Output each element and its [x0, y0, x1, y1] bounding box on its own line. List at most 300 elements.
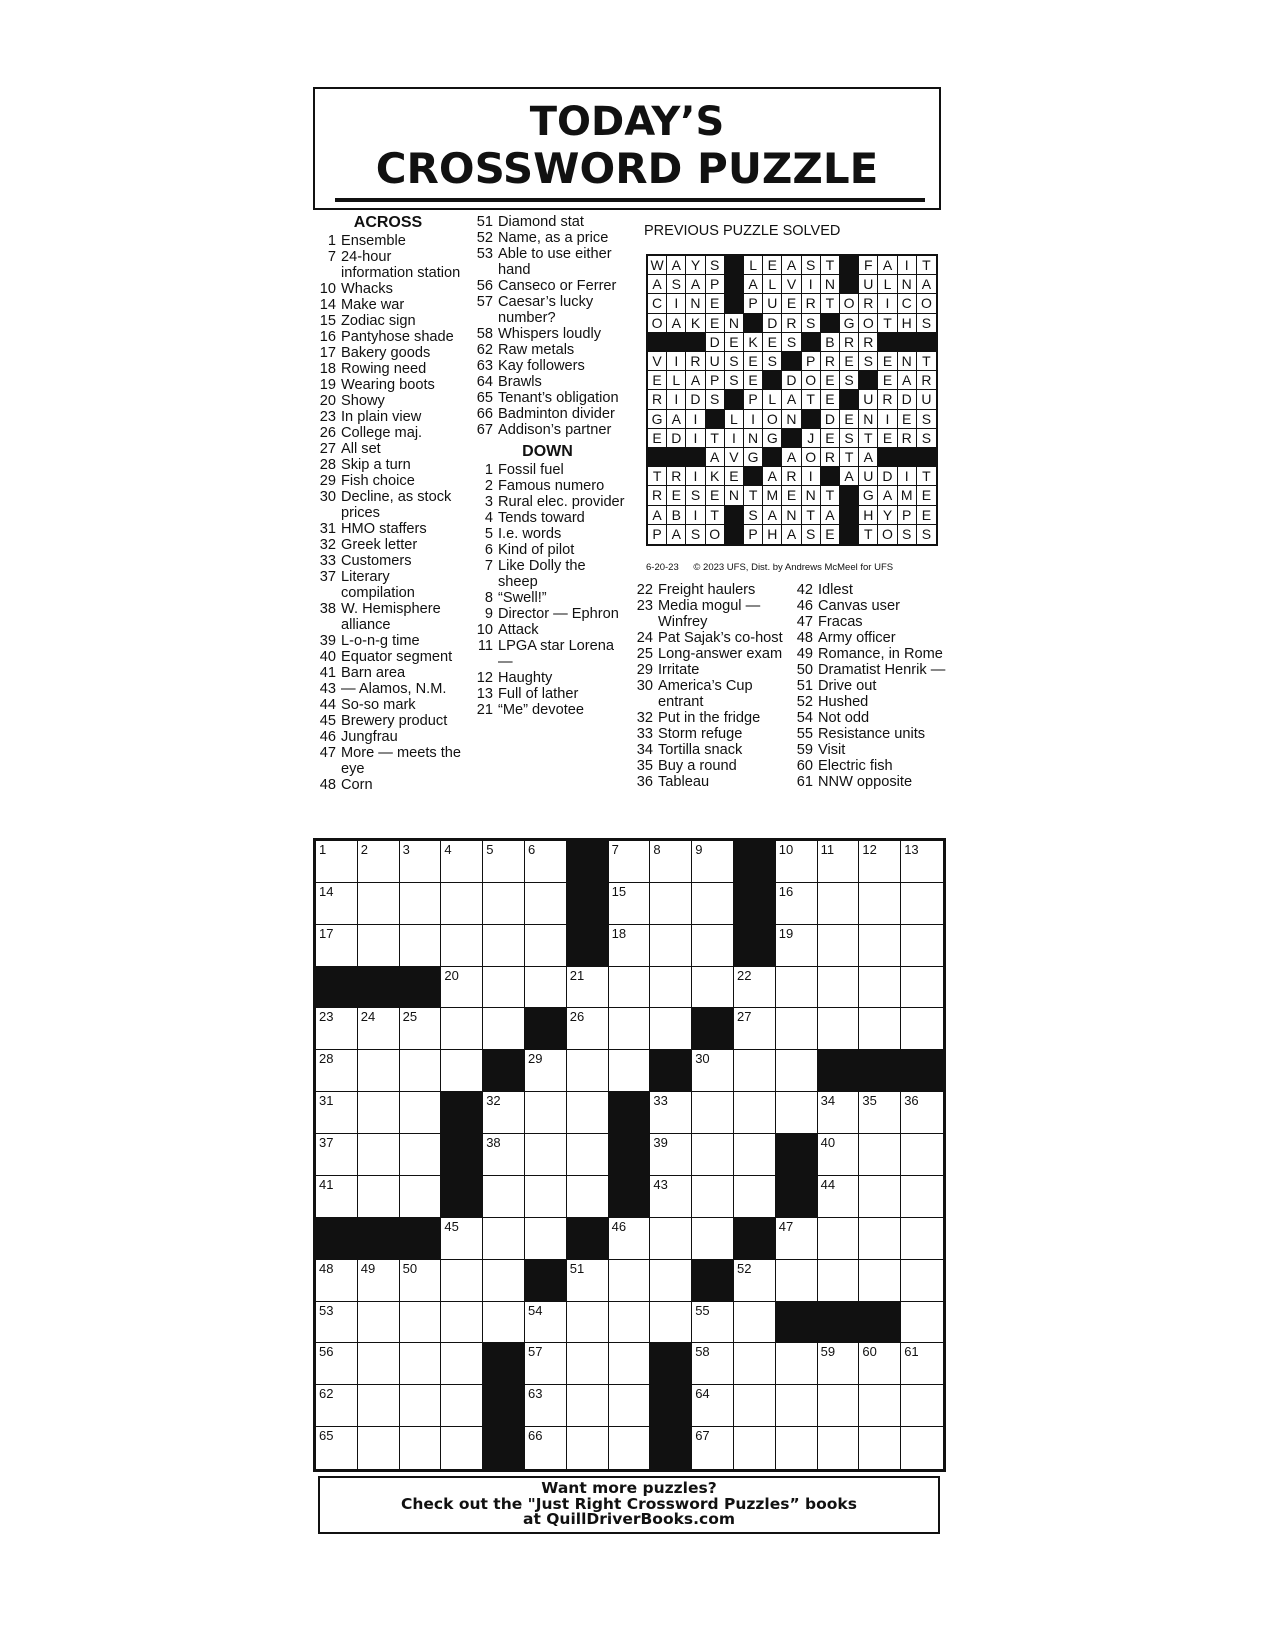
answer-cell[interactable]: [316, 1176, 358, 1218]
answer-cell[interactable]: [650, 1176, 692, 1218]
answer-cell[interactable]: [734, 1302, 776, 1344]
answer-cell[interactable]: [483, 1008, 525, 1050]
answer-cell[interactable]: [441, 1008, 483, 1050]
answer-cell[interactable]: [400, 1260, 442, 1302]
answer-cell[interactable]: [859, 1176, 901, 1218]
answer-cell[interactable]: [901, 1218, 943, 1260]
answer-cell[interactable]: [567, 1134, 609, 1176]
prev-black-square: [840, 525, 859, 544]
clue-number: 35: [636, 758, 653, 774]
prev-letter-cell: A: [686, 371, 705, 390]
prev-letter-cell: T: [840, 448, 859, 467]
answer-cell[interactable]: [650, 1134, 692, 1176]
clue-number: 17: [319, 345, 336, 361]
answer-cell[interactable]: [776, 1050, 818, 1092]
answer-cell[interactable]: [358, 1134, 400, 1176]
prev-black-square: [840, 506, 859, 525]
answer-cell[interactable]: [859, 1385, 901, 1427]
answer-cell[interactable]: [483, 1218, 525, 1260]
clue-text: Attack: [498, 622, 539, 638]
black-square: [734, 1218, 776, 1260]
answer-cell[interactable]: [734, 1176, 776, 1218]
answer-cell[interactable]: [567, 1008, 609, 1050]
clue-text: Idlest: [818, 582, 853, 598]
prev-letter-cell: A: [763, 506, 782, 525]
prev-letter-cell: U: [859, 467, 878, 486]
answer-cell[interactable]: [734, 1092, 776, 1134]
answer-cell[interactable]: [818, 1385, 860, 1427]
prev-letter-cell: U: [917, 390, 936, 409]
answer-cell[interactable]: [525, 841, 567, 883]
answer-cell[interactable]: [483, 1134, 525, 1176]
answer-cell[interactable]: [400, 841, 442, 883]
prev-letter-cell: E: [821, 390, 840, 409]
answer-cell[interactable]: [525, 1385, 567, 1427]
answer-cell[interactable]: [609, 1008, 651, 1050]
answer-cell[interactable]: [692, 1218, 734, 1260]
answer-cell[interactable]: [901, 1260, 943, 1302]
answer-cell[interactable]: [483, 841, 525, 883]
answer-cell[interactable]: [859, 1134, 901, 1176]
answer-cell[interactable]: [609, 1218, 651, 1260]
answer-cell[interactable]: [734, 1008, 776, 1050]
cell-number: 46: [611, 1218, 627, 1234]
answer-cell[interactable]: [692, 1176, 734, 1218]
answer-cell[interactable]: [316, 1008, 358, 1050]
answer-cell[interactable]: [441, 1218, 483, 1260]
prev-letter-cell: O: [763, 410, 782, 429]
answer-cell[interactable]: [734, 1343, 776, 1385]
answer-cell[interactable]: [316, 925, 358, 967]
answer-cell[interactable]: [734, 1134, 776, 1176]
answer-cell[interactable]: [818, 1260, 860, 1302]
answer-cell[interactable]: [609, 1385, 651, 1427]
cell-number: 52: [736, 1260, 752, 1276]
answer-cell[interactable]: [316, 1343, 358, 1385]
prev-letter-cell: F: [859, 256, 878, 275]
answer-cell[interactable]: [483, 883, 525, 925]
answer-cell[interactable]: [400, 883, 442, 925]
answer-cell[interactable]: [901, 1092, 943, 1134]
answer-cell[interactable]: [567, 1260, 609, 1302]
answer-cell[interactable]: [901, 1427, 943, 1469]
answer-cell[interactable]: [901, 883, 943, 925]
answer-cell[interactable]: [316, 1302, 358, 1344]
answer-cell[interactable]: [776, 1260, 818, 1302]
answer-cell[interactable]: [650, 1008, 692, 1050]
answer-cell[interactable]: [441, 1343, 483, 1385]
answer-cell[interactable]: [567, 1050, 609, 1092]
clue-text: Famous numero: [498, 478, 605, 494]
answer-cell[interactable]: [525, 925, 567, 967]
answer-cell[interactable]: [525, 1427, 567, 1469]
black-square: [567, 1218, 609, 1260]
clue-item: [470, 542, 625, 558]
prev-letter-cell: R: [821, 448, 840, 467]
answer-cell[interactable]: [525, 1343, 567, 1385]
prev-letter-cell: L: [725, 410, 744, 429]
clue-number: 62: [476, 342, 493, 358]
answer-cell[interactable]: [734, 1427, 776, 1469]
answer-cell[interactable]: [650, 1092, 692, 1134]
answer-cell[interactable]: [609, 1427, 651, 1469]
clue-text: I.e. words: [498, 526, 562, 542]
answer-cell[interactable]: [525, 967, 567, 1009]
clue-text: Showy: [341, 393, 385, 409]
answer-cell[interactable]: [400, 1092, 442, 1134]
clue-text: Long-answer exam: [658, 646, 783, 662]
answer-cell[interactable]: [776, 883, 818, 925]
answer-cell[interactable]: [609, 883, 651, 925]
clue-number: 20: [319, 393, 336, 409]
clue-number: 47: [319, 745, 336, 761]
clue-number: 19: [319, 377, 336, 393]
prev-black-square: [898, 333, 917, 352]
clue-column-3: [630, 582, 785, 790]
answer-cell[interactable]: [316, 1092, 358, 1134]
prev-letter-cell: N: [725, 486, 744, 505]
prev-letter-cell: N: [802, 486, 821, 505]
prev-letter-cell: S: [840, 429, 859, 448]
answer-cell[interactable]: [316, 883, 358, 925]
prev-letter-cell: E: [706, 294, 725, 313]
answer-cell[interactable]: [483, 1260, 525, 1302]
prev-letter-cell: L: [763, 275, 782, 294]
answer-cell[interactable]: [692, 1343, 734, 1385]
answer-cell[interactable]: [901, 925, 943, 967]
answer-cell[interactable]: [692, 1302, 734, 1344]
answer-cell[interactable]: [441, 1302, 483, 1344]
prev-letter-cell: I: [686, 410, 705, 429]
title-box: [313, 87, 941, 210]
answer-cell[interactable]: [441, 1385, 483, 1427]
answer-cell[interactable]: [358, 1260, 400, 1302]
prev-letter-cell: C: [898, 294, 917, 313]
answer-cell[interactable]: [567, 1427, 609, 1469]
answer-cell[interactable]: [358, 1176, 400, 1218]
answer-cell[interactable]: [358, 1050, 400, 1092]
answer-cell[interactable]: [692, 967, 734, 1009]
cell-number: 34: [820, 1093, 836, 1109]
answer-cell[interactable]: [400, 1343, 442, 1385]
answer-cell[interactable]: [441, 841, 483, 883]
answer-cell[interactable]: [859, 1008, 901, 1050]
answer-cell[interactable]: [400, 1050, 442, 1092]
prev-letter-cell: A: [782, 390, 801, 409]
answer-cell[interactable]: [358, 925, 400, 967]
answer-cell[interactable]: [859, 967, 901, 1009]
prev-black-square: [686, 333, 705, 352]
answer-cell[interactable]: [358, 1343, 400, 1385]
answer-cell[interactable]: [901, 841, 943, 883]
clue-item: [630, 598, 785, 630]
answer-cell[interactable]: [776, 1008, 818, 1050]
answer-cell[interactable]: [400, 1385, 442, 1427]
answer-cell[interactable]: [859, 1218, 901, 1260]
answer-cell[interactable]: [776, 1343, 818, 1385]
prev-letter-cell: A: [763, 467, 782, 486]
cell-number: 4: [444, 842, 452, 857]
answer-cell[interactable]: [525, 1134, 567, 1176]
answer-cell[interactable]: [859, 1092, 901, 1134]
prev-letter-cell: T: [821, 294, 840, 313]
answer-cell[interactable]: [609, 925, 651, 967]
clue-text: Diamond stat: [498, 214, 584, 230]
prev-letter-cell: N: [898, 352, 917, 371]
answer-cell[interactable]: [441, 1427, 483, 1469]
answer-cell[interactable]: [818, 925, 860, 967]
answer-cell[interactable]: [609, 1343, 651, 1385]
answer-cell[interactable]: [441, 1260, 483, 1302]
black-square: [776, 1134, 818, 1176]
answer-cell[interactable]: [692, 1092, 734, 1134]
answer-cell[interactable]: [483, 1176, 525, 1218]
clue-item: [790, 630, 950, 646]
answer-cell[interactable]: [316, 1427, 358, 1469]
answer-cell[interactable]: [567, 967, 609, 1009]
prev-letter-cell: P: [898, 506, 917, 525]
answer-cell[interactable]: [400, 925, 442, 967]
answer-cell[interactable]: [567, 1343, 609, 1385]
prev-letter-cell: T: [802, 506, 821, 525]
answer-cell[interactable]: [441, 1050, 483, 1092]
answer-cell[interactable]: [358, 1008, 400, 1050]
answer-cell[interactable]: [734, 1050, 776, 1092]
black-square: [818, 1302, 860, 1344]
answer-cell[interactable]: [859, 1260, 901, 1302]
answer-cell[interactable]: [483, 925, 525, 967]
answer-cell[interactable]: [776, 925, 818, 967]
answer-cell[interactable]: [358, 1092, 400, 1134]
prev-letter-cell: P: [744, 390, 763, 409]
answer-cell[interactable]: [650, 841, 692, 883]
answer-cell[interactable]: [818, 1008, 860, 1050]
answer-cell[interactable]: [609, 1302, 651, 1344]
answer-cell[interactable]: [525, 883, 567, 925]
answer-cell[interactable]: [901, 1176, 943, 1218]
answer-cell[interactable]: [567, 1176, 609, 1218]
answer-cell[interactable]: [901, 1385, 943, 1427]
answer-cell[interactable]: [859, 925, 901, 967]
answer-cell[interactable]: [650, 967, 692, 1009]
answer-cell[interactable]: [358, 1385, 400, 1427]
answer-cell[interactable]: [358, 1427, 400, 1469]
answer-cell[interactable]: [692, 883, 734, 925]
answer-cell[interactable]: [567, 1302, 609, 1344]
answer-cell[interactable]: [567, 1092, 609, 1134]
answer-cell[interactable]: [609, 1260, 651, 1302]
answer-cell[interactable]: [650, 883, 692, 925]
answer-cell[interactable]: [525, 1092, 567, 1134]
prev-letter-cell: T: [859, 429, 878, 448]
prev-letter-cell: L: [763, 390, 782, 409]
prev-letter-cell: I: [802, 275, 821, 294]
cell-number: 32: [486, 1093, 501, 1109]
answer-cell[interactable]: [776, 1427, 818, 1469]
puzzle-date: 6-20-23: [646, 562, 679, 573]
answer-cell[interactable]: [650, 1260, 692, 1302]
clue-number: 33: [636, 726, 653, 742]
answer-cell[interactable]: [734, 1385, 776, 1427]
answer-cell[interactable]: [358, 883, 400, 925]
prev-letter-cell: N: [782, 410, 801, 429]
answer-cell[interactable]: [859, 1343, 901, 1385]
clue-text: Storm refuge: [658, 726, 743, 742]
answer-cell[interactable]: [901, 1134, 943, 1176]
prev-letter-cell: S: [917, 314, 936, 333]
clue-number: 52: [476, 230, 493, 246]
answer-cell[interactable]: [692, 1427, 734, 1469]
answer-cell[interactable]: [818, 967, 860, 1009]
clue-text: In plain view: [341, 409, 422, 425]
answer-cell[interactable]: [650, 925, 692, 967]
answer-cell[interactable]: [609, 1050, 651, 1092]
answer-cell[interactable]: [441, 967, 483, 1009]
clue-number: 46: [796, 598, 813, 614]
answer-cell[interactable]: [400, 1427, 442, 1469]
prev-letter-cell: G: [744, 448, 763, 467]
clue-number: 5: [484, 526, 493, 542]
prev-letter-cell: S: [763, 352, 782, 371]
clue-number: 23: [636, 598, 653, 614]
answer-cell[interactable]: [400, 1008, 442, 1050]
clue-number: 54: [796, 710, 813, 726]
black-square: [650, 1050, 692, 1092]
black-square: [859, 1050, 901, 1092]
prev-letter-cell: A: [917, 275, 936, 294]
answer-cell[interactable]: [901, 1008, 943, 1050]
answer-cell[interactable]: [400, 1302, 442, 1344]
answer-cell[interactable]: [358, 841, 400, 883]
clue-text: Barn area: [341, 665, 406, 681]
answer-cell[interactable]: [692, 1050, 734, 1092]
answer-cell[interactable]: [818, 1092, 860, 1134]
answer-cell[interactable]: [776, 967, 818, 1009]
answer-cell[interactable]: [692, 1134, 734, 1176]
clue-number: 66: [476, 406, 493, 422]
down-clue-list: [470, 462, 625, 718]
answer-cell[interactable]: [441, 925, 483, 967]
clue-number: 32: [319, 537, 336, 553]
answer-cell[interactable]: [692, 925, 734, 967]
answer-cell[interactable]: [818, 841, 860, 883]
answer-cell[interactable]: [859, 883, 901, 925]
answer-cell[interactable]: [818, 1343, 860, 1385]
answer-cell[interactable]: [609, 967, 651, 1009]
black-square: [650, 1343, 692, 1385]
answer-cell[interactable]: [776, 1385, 818, 1427]
prev-letter-cell: R: [840, 333, 859, 352]
prev-letter-cell: T: [917, 467, 936, 486]
answer-cell[interactable]: [609, 841, 651, 883]
answer-cell[interactable]: [567, 1385, 609, 1427]
prev-letter-cell: D: [898, 390, 917, 409]
answer-cell[interactable]: [316, 841, 358, 883]
clue-item: [470, 294, 625, 326]
cell-number: 10: [778, 842, 794, 857]
answer-cell[interactable]: [692, 841, 734, 883]
answer-cell[interactable]: [818, 883, 860, 925]
answer-cell[interactable]: [525, 1050, 567, 1092]
clue-item: [470, 686, 625, 702]
answer-cell[interactable]: [316, 1134, 358, 1176]
clue-text: Buy a round: [658, 758, 737, 774]
answer-cell[interactable]: [525, 1302, 567, 1344]
clue-item: [470, 374, 625, 390]
answer-cell[interactable]: [483, 1302, 525, 1344]
answer-cell[interactable]: [400, 1176, 442, 1218]
prev-letter-cell: A: [821, 506, 840, 525]
answer-cell[interactable]: [901, 1302, 943, 1344]
cell-number: 2: [360, 842, 369, 857]
answer-cell[interactable]: [859, 841, 901, 883]
prev-letter-cell: H: [763, 525, 782, 544]
clue-text: Rural elec. provider: [498, 494, 625, 510]
answer-cell[interactable]: [776, 841, 818, 883]
prev-letter-cell: S: [686, 486, 705, 505]
answer-cell[interactable]: [441, 883, 483, 925]
answer-cell[interactable]: [776, 1218, 818, 1260]
clue-item: [790, 614, 950, 630]
answer-cell[interactable]: [316, 1385, 358, 1427]
prev-letter-cell: V: [782, 275, 801, 294]
clue-text: Wearing boots: [341, 377, 435, 393]
answer-cell[interactable]: [776, 1092, 818, 1134]
answer-cell[interactable]: [316, 1050, 358, 1092]
answer-cell[interactable]: [818, 1218, 860, 1260]
prev-letter-cell: E: [763, 256, 782, 275]
prev-letter-cell: T: [744, 486, 763, 505]
clue-number: 10: [476, 622, 493, 638]
answer-cell[interactable]: [901, 1343, 943, 1385]
answer-cell[interactable]: [483, 1092, 525, 1134]
answer-cell[interactable]: [692, 1385, 734, 1427]
cell-number: 23: [319, 1009, 334, 1025]
prev-letter-cell: E: [744, 371, 763, 390]
clue-item: [790, 774, 950, 790]
answer-cell[interactable]: [818, 1134, 860, 1176]
prev-letter-cell: U: [706, 352, 725, 371]
answer-cell[interactable]: [901, 967, 943, 1009]
answer-cell[interactable]: [525, 1176, 567, 1218]
answer-cell[interactable]: [358, 1302, 400, 1344]
answer-cell[interactable]: [859, 1427, 901, 1469]
prev-letter-cell: A: [782, 448, 801, 467]
prev-letter-cell: E: [706, 314, 725, 333]
prev-letter-cell: R: [859, 333, 878, 352]
answer-cell[interactable]: [734, 1260, 776, 1302]
prev-letter-cell: G: [648, 410, 667, 429]
answer-cell[interactable]: [734, 967, 776, 1009]
clue-column-4: [790, 582, 950, 790]
answer-cell[interactable]: [400, 1134, 442, 1176]
answer-cell[interactable]: [650, 1302, 692, 1344]
answer-cell[interactable]: [650, 1218, 692, 1260]
clue-text: College maj.: [341, 425, 423, 441]
answer-cell[interactable]: [525, 1218, 567, 1260]
clue-item: [313, 713, 463, 729]
clue-number: 60: [796, 758, 813, 774]
prev-letter-cell: I: [667, 390, 686, 409]
clue-number: 31: [319, 521, 336, 537]
prev-letter-cell: O: [840, 294, 859, 313]
answer-cell[interactable]: [483, 967, 525, 1009]
prev-letter-cell: O: [802, 448, 821, 467]
answer-cell[interactable]: [818, 1176, 860, 1218]
answer-cell[interactable]: [818, 1427, 860, 1469]
answer-cell[interactable]: [316, 1260, 358, 1302]
prev-letter-cell: T: [706, 506, 725, 525]
